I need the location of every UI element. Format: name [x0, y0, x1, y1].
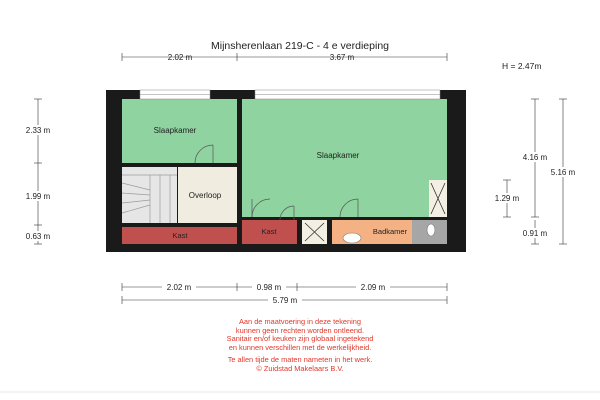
dim-top-right: 3.67 m — [329, 53, 355, 62]
disclaimer-verify — [150, 356, 450, 373]
disclaimer-copyright: © Zuidstad Makelaars B.V. — [256, 363, 344, 373]
dim-bottom-middle: 0.98 m — [256, 283, 282, 292]
label-slaapkamer-right: Slaapkamer — [316, 151, 360, 160]
dim-right-inner-upper: 4.16 m — [522, 153, 548, 162]
ceiling-height: H = 2.47m — [502, 61, 542, 71]
dim-left — [34, 99, 42, 244]
dim-right-inner-small: 1.29 m — [494, 194, 520, 203]
dim-bottom-right: 2.09 m — [360, 283, 386, 292]
disclaimer-line: kunnen geen rechten worden ontleend. — [235, 325, 365, 335]
disclaimer-line: Sanitair en/of keuken zijn globaal ingetekend — [226, 334, 374, 344]
label-kast-left: Kast — [172, 231, 188, 240]
sink — [343, 233, 361, 243]
dim-right-outer: 5.16 m — [550, 168, 576, 177]
dim-left-upper: 2.33 m — [25, 126, 51, 135]
dim-left-middle: 1.99 m — [25, 192, 51, 201]
disclaimer-line: Aan de maatvoering in deze tekening — [238, 317, 362, 326]
label-badkamer: Badkamer — [372, 227, 408, 236]
label-kast-middle: Kast — [261, 227, 277, 236]
dim-bottom-total: 5.79 m — [272, 296, 298, 305]
dim-left-lower: 0.63 m — [25, 232, 51, 241]
label-slaapkamer-left: Slaapkamer — [153, 126, 197, 135]
dim-bottom-left: 2.02 m — [166, 283, 192, 292]
label-overloop: Overloop — [188, 191, 222, 200]
plan-title: Mijnsherenlaan 219-C - 4 e verdieping — [210, 40, 390, 52]
dim-top-left: 2.02 m — [167, 53, 193, 62]
toilet — [427, 224, 435, 236]
disclaimer-line: Te allen tijde de maten nameten in het werk. — [227, 355, 373, 364]
dim-right-inner-lower: 0.91 m — [522, 229, 548, 238]
disclaimer-measurements — [150, 318, 450, 352]
disclaimer-line: en kunnen verschillen met de werkelijkheid. — [228, 342, 372, 352]
